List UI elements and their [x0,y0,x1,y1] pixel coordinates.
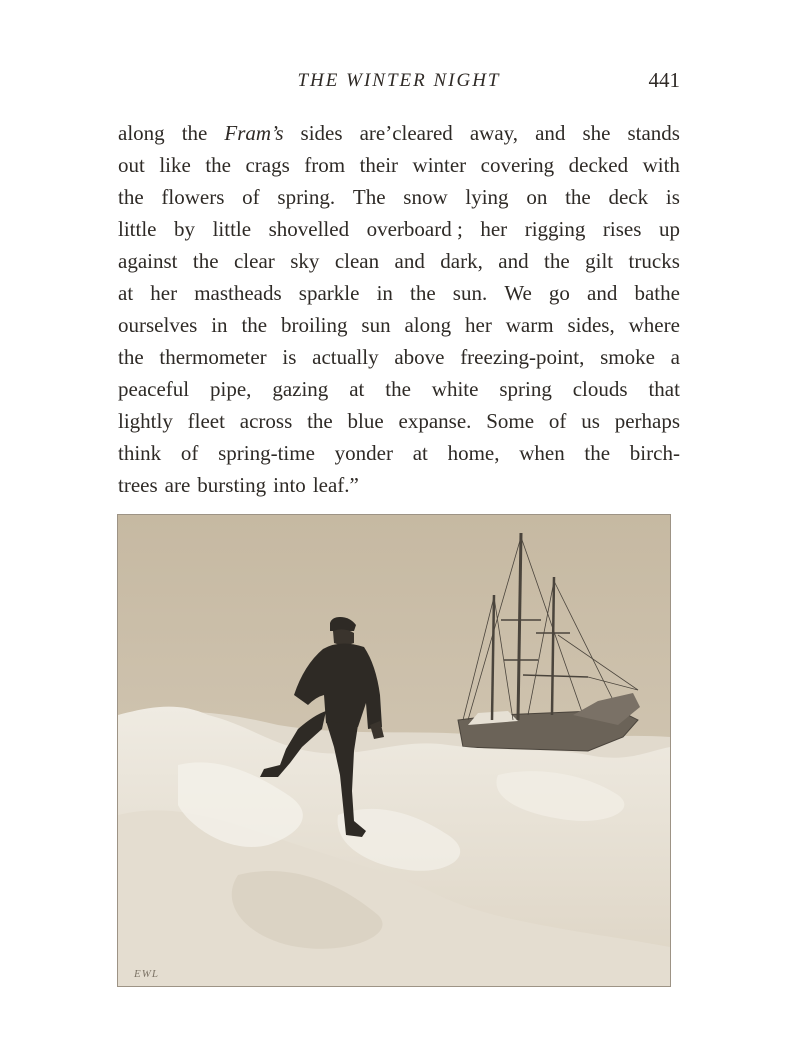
text-line [118,373,680,405]
text-line [118,213,680,245]
word: sun. [452,281,488,305]
word: clouds [572,377,628,401]
word: the [205,153,231,177]
word: leaf.” [312,473,359,497]
word: spring-time [218,441,315,465]
text-line [118,117,680,149]
word: decked [568,153,629,177]
word: expanse. [398,409,472,433]
word: the [241,313,268,337]
word: by [174,217,196,241]
word: above [394,345,445,369]
word: and [498,249,529,273]
word: and [535,121,566,145]
word: smoke [600,345,655,369]
word: the [192,249,219,273]
text-line [118,277,680,309]
word: is [282,345,297,369]
word: from [304,153,346,177]
word: into [273,473,306,497]
word: the [118,185,144,209]
word: against [118,249,178,273]
word: the [565,185,591,209]
word: winter [412,153,467,177]
word: white [431,377,479,401]
text-line [118,245,680,277]
running-head [118,68,680,98]
word: flowers [161,185,225,209]
word: mastheads [194,281,282,305]
word: in [211,313,228,337]
page-number: 441 [648,68,680,92]
word: are [164,473,191,497]
word: at [118,281,134,305]
word: spring. [277,185,336,209]
word: lying [465,185,509,209]
text-line [118,309,680,341]
word: rises [602,217,642,241]
word: actually [312,345,379,369]
text-line [118,181,680,213]
word: at [412,441,428,465]
word: clear [233,249,275,273]
word: along [118,121,165,145]
text-line [118,341,680,373]
word: birch- [629,441,680,465]
word: across [239,409,293,433]
running-head-title: THE WINTER NIGHT [297,70,501,91]
word: the [307,409,333,433]
word: their [359,153,399,177]
word: broiling [281,313,348,337]
word: of [548,409,567,433]
word: snow [403,185,448,209]
ship-name-italic: Fram’s [224,121,284,145]
word: stands [627,121,680,145]
word: away, [469,121,519,145]
word: her [150,281,178,305]
word: sparkle [298,281,360,305]
word: yonder [334,441,393,465]
word: the [410,281,436,305]
word: bathe [634,281,680,305]
word: dark, [440,249,483,273]
photograph-man-on-ice-with-ship [118,515,670,986]
word: freezing-point, [460,345,585,369]
word: and [587,281,618,305]
word: trees [118,473,158,497]
word: and [394,249,425,273]
word: sun [361,313,391,337]
word: little [212,217,252,241]
word: fleet [187,409,225,433]
word: is [665,185,680,209]
word: go [548,281,570,305]
word: The [352,185,386,209]
word: crags [245,153,290,177]
word: her [465,313,492,337]
word: of [180,441,199,465]
word: covering [480,153,555,177]
word: spring [499,377,552,401]
word: home, [447,441,500,465]
word: sides [300,121,343,145]
word: like [159,153,191,177]
word: gilt [585,249,614,273]
photograph-plate [117,514,671,987]
word: her [480,217,508,241]
word: up [658,217,680,241]
word: lightly [118,409,173,433]
word: the [118,345,144,369]
word: trucks [628,249,680,273]
word: blue [347,409,384,433]
word: at [349,377,365,401]
word: when [519,441,565,465]
word: the [544,249,570,273]
word: ourselves [118,313,198,337]
text-line [118,149,680,181]
word: bursting [197,473,267,497]
word: shovelled [268,217,350,241]
word: little [118,217,157,241]
word: she [582,121,611,145]
word: peaceful [118,377,190,401]
word: where [628,313,680,337]
text-line [118,437,680,469]
word: with [642,153,680,177]
word: perhaps [614,409,680,433]
word: sky [290,249,320,273]
word: in [376,281,393,305]
word: a [670,345,680,369]
text-line [118,405,680,437]
body-paragraph [118,117,680,501]
word: Some [486,409,535,433]
word: overboard ; [366,217,463,241]
word: of [242,185,260,209]
word: We [504,281,532,305]
word: us [581,409,600,433]
word: gazing [272,377,329,401]
word: deck [608,185,649,209]
word: pipe, [210,377,252,401]
word: the [385,377,411,401]
word: out [118,153,145,177]
word: thermometer [159,345,267,369]
word: sides, [567,313,615,337]
photo-signature: EWL [134,968,159,980]
word: think [118,441,162,465]
word: on [526,185,548,209]
word: that [648,377,680,401]
word: are’cleared [359,121,453,145]
word: warm [505,313,554,337]
word: along [404,313,452,337]
word: the [181,121,208,145]
word: rigging [524,217,586,241]
word: clean [334,249,380,273]
text-line [118,469,680,501]
word: the [584,441,611,465]
